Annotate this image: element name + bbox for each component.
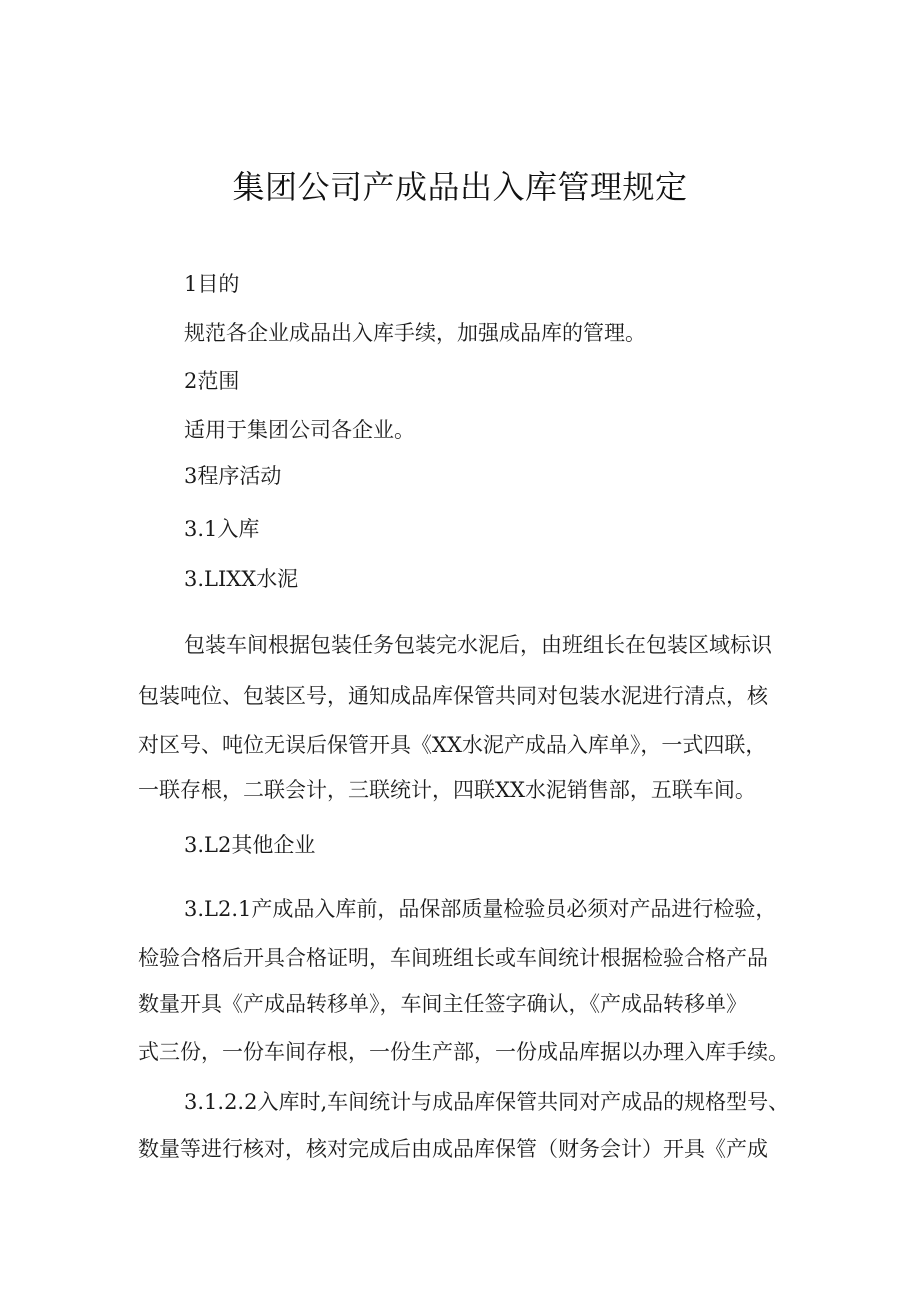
other-paragraph-1-line: 式三份，一份车间存根，一份生产部，一份成品库据以办理入库手续。 (138, 1040, 789, 1064)
cement-paragraph-line: 包装吨位、包装区号，通知成品库保管共同对包装水泥进行清点，核 (138, 684, 768, 708)
other-paragraph-1-line: 检验合格后开具合格证明，车间班组长或车间统计根据检验合格产品 (138, 946, 768, 970)
other-paragraph-1-line: 数量开具《产成品转移单》，车间主任签字确认，《产成品转移单》 (138, 992, 747, 1016)
other-paragraph-2-line: 数量等进行核对，核对完成后由成品库保管（财务会计）开具《产成 (138, 1137, 768, 1161)
cement-paragraph-line: 一联存根，二联会计，三联统计，四联XX水泥销售部，五联车间。 (138, 778, 756, 802)
purpose-text: 规范各企业成品出入库手续，加强成品库的管理。 (184, 321, 646, 345)
other-paragraph-1-line: 3.L2.1产成品入库前，品保部质量检验员必须对产品进行检验， (184, 897, 777, 921)
other-paragraph-2-line: 3.1.2.2入库时,车间统计与成品库保管共同对产成品的规格型号、 (184, 1090, 790, 1114)
section-heading-scope: 2范围 (184, 369, 240, 393)
cement-paragraph-line: 对区号、吨位无误后保管开具《XX水泥产成品入库单》，一式四联， (138, 733, 767, 757)
section-heading-inbound: 3.1入库 (184, 517, 260, 541)
document-title: 集团公司产成品出入库管理规定 (232, 168, 688, 206)
cement-paragraph-line: 包装车间根据包装任务包装完水泥后，由班组长在包装区域标识 (184, 633, 772, 657)
section-heading-cement: 3.LIXX水泥 (184, 567, 299, 591)
section-heading-purpose: 1目的 (184, 272, 240, 296)
section-heading-other: 3.L2其他企业 (184, 833, 316, 857)
scope-text: 适用于集团公司各企业。 (184, 418, 415, 442)
section-heading-procedure: 3程序活动 (184, 464, 282, 488)
